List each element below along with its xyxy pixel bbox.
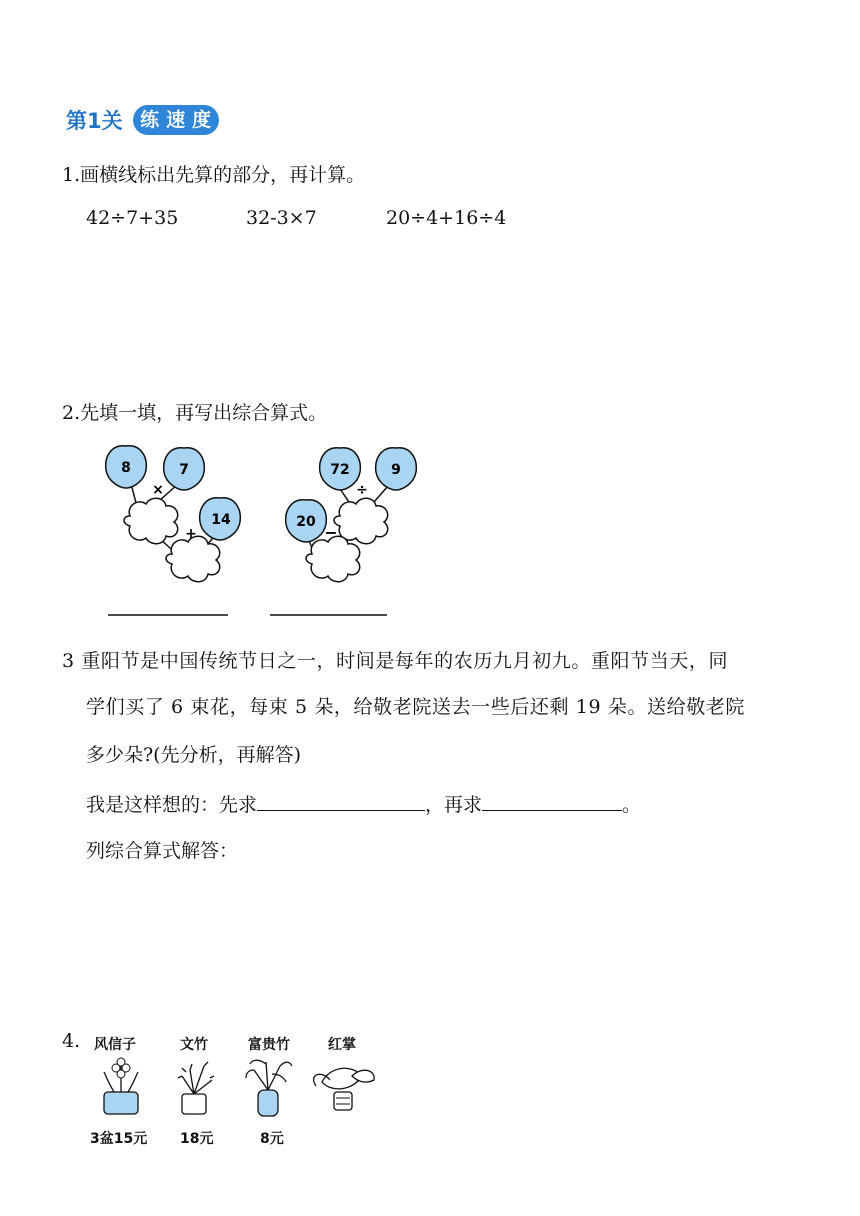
plant-name-3: 富贵竹 [248, 1037, 290, 1053]
plants-illustration [90, 1052, 390, 1122]
q3-think-row [86, 790, 641, 817]
tree-2 [286, 448, 417, 582]
q1-expr-3: 20÷4+16÷4 [386, 207, 507, 229]
cloud-icon [306, 536, 360, 582]
tree1-op1: × [152, 482, 164, 498]
hyacinth-icon [104, 1058, 138, 1114]
badge-char-2: 速 [163, 107, 189, 133]
tree1-c: 14 [211, 512, 231, 528]
tree2-c: 20 [296, 514, 316, 530]
plant-price-1: 3盆15元 [90, 1131, 148, 1147]
tree1-op2: + [185, 526, 197, 542]
bamboo-icon [246, 1060, 292, 1116]
tree2-op1: ÷ [356, 482, 368, 498]
q2-text: 2.先填一填，再写出综合算式。 [62, 402, 328, 424]
tree1-a: 8 [121, 460, 131, 476]
plant-name-4: 红掌 [328, 1037, 356, 1053]
q1-text: 1.画横线标出先算的部分，再计算。 [62, 164, 366, 186]
q3-solve: 列综合算式解答： [86, 840, 239, 862]
blank-input-1[interactable] [257, 792, 425, 811]
q3-line-1: 3 重阳节是中国传统节日之一，时间是每年的农历九月初九。重阳节当天，同 [62, 650, 729, 672]
q3-line-2: 学们买了 6 束花，每束 5 朵，给敬老院送去一些后还剩 19 朵。送给敬老院 [86, 696, 745, 718]
plant-name-1: 风信子 [94, 1037, 136, 1053]
cloud-icon [166, 536, 220, 582]
level-label: 第1关 [66, 109, 123, 133]
plant-name-2: 文竹 [180, 1037, 208, 1053]
q4-num: 4. [62, 1030, 81, 1052]
badge-char-3: 度 [189, 107, 215, 133]
q3-line-3: 多少朵?(先分析，再解答) [86, 744, 302, 766]
plant-price-3: 8元 [260, 1131, 284, 1147]
q2-diagrams [90, 438, 420, 623]
q3-think-mid: ，再求 [425, 794, 483, 816]
q3-think-prefix: 我是这样想的：先求 [86, 794, 258, 816]
q1-expr-2: 32-3×7 [246, 207, 317, 229]
tree-1 [106, 446, 241, 582]
tree2-b: 9 [391, 462, 401, 478]
q1-expr-1: 42÷7+35 [86, 207, 179, 229]
cloud-icon [124, 498, 178, 544]
q3-think-end: 。 [622, 794, 642, 816]
anthurium-icon [314, 1068, 375, 1110]
tree2-a: 72 [330, 462, 350, 478]
plant-price-2: 18元 [180, 1131, 214, 1147]
badge-char-1: 练 [137, 107, 163, 133]
section-header [66, 104, 219, 136]
tree1-b: 7 [179, 462, 189, 478]
tree2-op2: − [324, 523, 338, 542]
badge-pill [133, 105, 219, 135]
blank-input-2[interactable] [482, 792, 622, 811]
fern-icon [178, 1062, 214, 1114]
